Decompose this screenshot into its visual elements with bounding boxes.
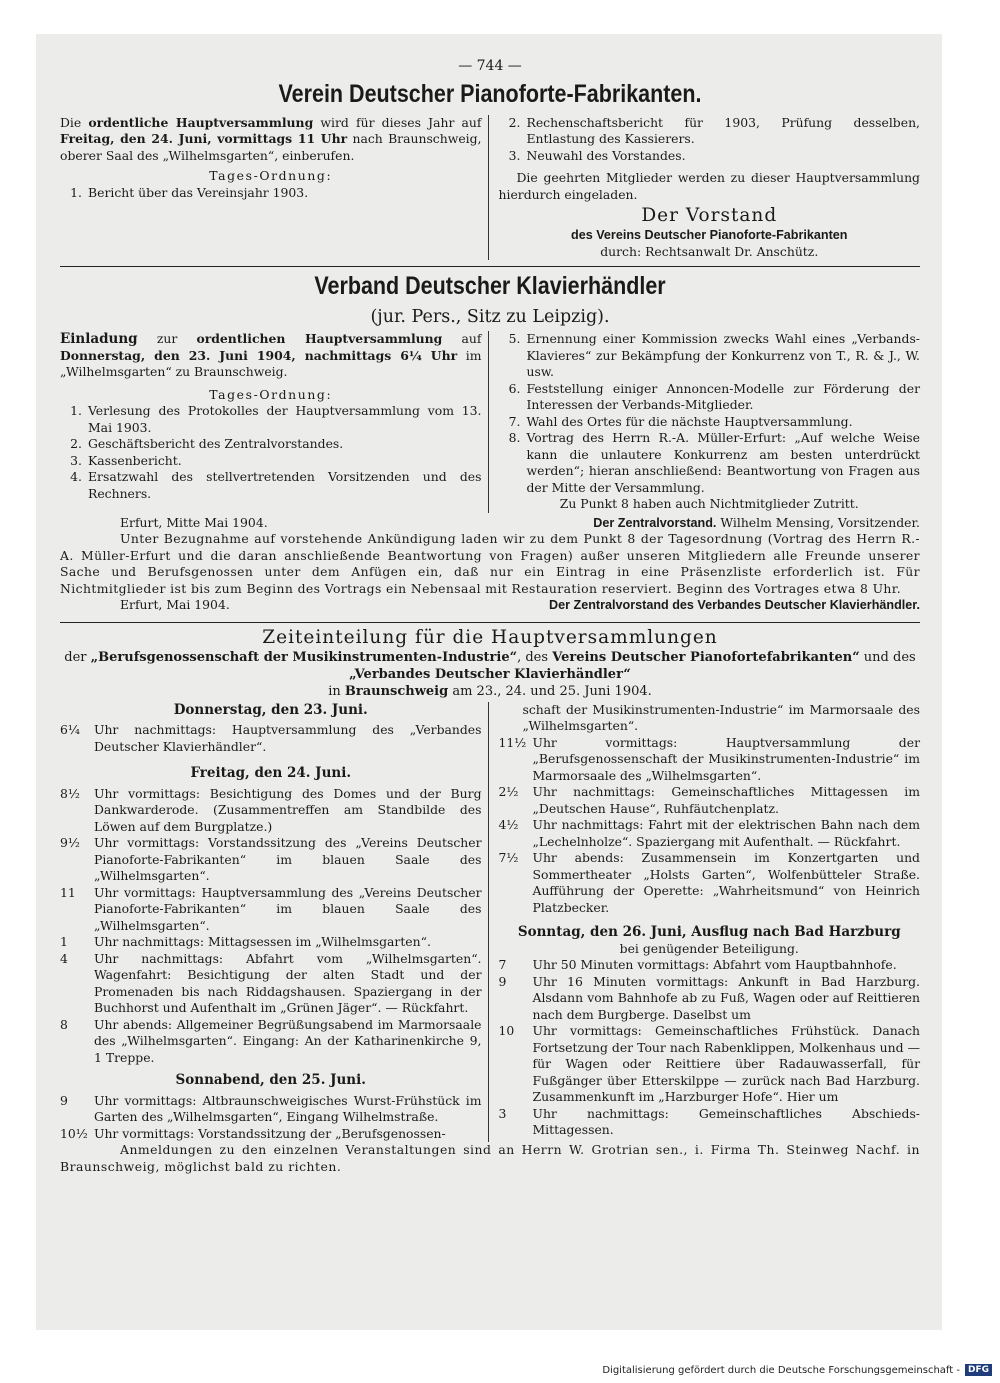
schedule-entry [499, 850, 921, 916]
schedule-entry [60, 786, 482, 836]
invitation-text: zur [137, 331, 197, 346]
schedule-text: Uhr nachmittags: Mittagsessen im „Wilhelmsgarten“. [94, 934, 431, 949]
agenda-item [60, 185, 482, 202]
agenda-item [499, 115, 921, 148]
schedule-text: Uhr 50 Minuten vormittags: Abfahrt vom Hauptbahnhofe. [532, 957, 897, 972]
subtitle-bold: Vereins Deutscher Pianofortefabrikanten“ [552, 649, 860, 665]
agenda-item [499, 148, 921, 165]
schedule-entry [60, 934, 482, 951]
schedule-time: 2½ [498, 784, 519, 799]
schedule-entry [499, 817, 921, 850]
schedule-time: 11½ [498, 734, 527, 750]
schedule-text: Uhr 16 Minuten vormittags: Ankunft in Bad Harzburg. Alsdann vom Bahnhofe ab zu Fuß, Wagen oder auf Reittieren nach dem Burgberge. Daselbst um [532, 973, 920, 1022]
announcement-text: wird für dieses Jahr auf [313, 114, 482, 130]
schedule-time: 7 [498, 957, 507, 972]
section1-signature-vorstand: Der Vorstand [641, 205, 778, 226]
schedule-continuation: schaft der Musikinstrumenten-Industrie“ im Marmorsaale des „Wilhelmsgarten“. [522, 701, 920, 733]
schedule-time: 7½ [498, 850, 519, 865]
agenda-item-number: 3. [508, 147, 521, 163]
schedule-time: 9 [498, 973, 507, 989]
section2-invitation [60, 331, 482, 381]
invitation-text: auf [442, 331, 482, 346]
agenda-item-text: Ersatzwahl des stellvertretenden Vorsitzenden und des Rechners. [88, 469, 482, 501]
agenda-item-number: 5. [508, 331, 521, 346]
day-block [60, 765, 482, 1066]
schedule-entry [60, 885, 482, 935]
subtitle-text: und des [859, 649, 916, 665]
footer-credit [602, 1364, 992, 1376]
agenda-item-number: 2. [508, 114, 521, 130]
agenda-item-number: 4. [70, 469, 82, 484]
schedule-text: Uhr vormittags: Hauptversammlung des „Vereins Deutscher Pianoforte-Fabrikanten“ im blauen Saale des „Wilhelmsgarten“. [94, 884, 482, 933]
schedule-time: 9½ [60, 835, 80, 850]
agenda-item [60, 469, 482, 502]
schedule-text: Uhr vormittags: Altbraunschweigisches Wurst-Frühstück im Garten des „Wilhelmsgarten“, Eingang Wilhelmstraße. [94, 1092, 482, 1124]
day-heading: Donnerstag, den 23. Juni. [173, 701, 368, 718]
section3-left-column [60, 702, 489, 1143]
agenda-item-text: Bericht über das Vereinsjahr 1903. [88, 184, 309, 200]
schedule-text: Uhr abends: Allgemeiner Begrüßungsabend im Marmorsaale des „Wilhelmsgarten“. Eingang: An der Katharinenkirche 9, 1 Treppe. [94, 1016, 482, 1065]
section2-date: Erfurt, Mitte Mai 1904. [120, 514, 268, 530]
agenda-item-text: Rechenschaftsbericht für 1903, Prüfung desselben, Entlastung des Kassierers. [526, 114, 920, 146]
subtitle-text: der [64, 649, 91, 665]
agenda-item-text: Wahl des Ortes für die nächste Hauptversammlung. [526, 413, 853, 429]
section2-paragraph: Unter Bezugnahme auf vorstehende Ankündigung laden wir zu dem Punkt 8 der Tagesordnung (Vortrag des Herrn R.-A. Müller-Erfurt und die daran anschließende Beantwortung von Fragen) außer unseren Mitgliedern alle Freunde unserer Sache und Berufsgenossen unter dem Anfügen ein, daß nur ein Eintrag in eine Präsenzliste erforderlich ist. Für Nichtmitglieder ist bis zum Beginn des Vortrags ein Nebensaal mit Restauration reserviert. Beginn des Vortrages etwa 8 Uhr. [60, 531, 920, 596]
section2-title: Verband Deutscher Klavierhändler [314, 272, 666, 300]
schedule-text: Uhr abends: Zusammensein im Konzertgarten und Sommertheater „Holsts Garten“, Wolfenbütteler Straße. Aufführung der Operette: „Wahrheitsmund“ von Heinrich Platzbecker. [532, 850, 920, 915]
announcement-bold: Freitag, den 24. Juni, vormittags 11 Uhr [60, 131, 348, 146]
agenda-item [499, 381, 921, 414]
dfg-logo-icon: DFG [965, 1364, 992, 1376]
section3-subtitle [60, 649, 920, 683]
section1-signature-lawyer: durch: Rechtsanwalt Dr. Anschütz. [600, 243, 819, 259]
schedule-time: 10½ [60, 1125, 88, 1141]
schedule-time: 11 [60, 884, 76, 900]
day-heading: Sonntag, den 26. Juni, Ausflug nach Bad Harzburg [517, 924, 901, 940]
agenda-item-text: Geschäftsbericht des Zentralvorstandes. [88, 436, 344, 451]
section2-left-column [60, 331, 489, 513]
schedule-entry [60, 1017, 482, 1067]
agenda-item-text: Verlesung des Protokolles der Hauptversammlung vom 13. Mai 1903. [88, 403, 482, 435]
schedule-time: 4½ [498, 817, 519, 832]
agenda-item-number: 8. [508, 430, 521, 445]
section2-signature-full: Der Zentralvorstand des Verbandes Deutscher Klavierhändler. [549, 598, 920, 612]
day-heading: Freitag, den 24. Juni. [190, 765, 352, 781]
schedule-text: Uhr nachmittags: Hauptversammlung des „Verbandes Deutscher Klavierhändler“. [94, 722, 482, 754]
agenda-item-number: 1. [70, 184, 82, 200]
section1-invitation: Die geehrten Mitglieder werden zu dieser Hauptversammlung hierdurch eingeladen. [498, 170, 920, 202]
day-subheading: bei genügender Beteiligung. [619, 940, 799, 956]
schedule-entry [60, 1093, 482, 1126]
agenda-item-text: Kassenbericht. [88, 452, 182, 468]
schedule-time: 8½ [60, 785, 80, 801]
agenda-item [60, 436, 482, 453]
invitation-bold: Donnerstag, den 23. Juni 1904, nachmittags 6¼ Uhr [60, 347, 458, 363]
schedule-text: Uhr vormittags: Vorstandssitzung der „Berufsgenossen- [94, 1125, 446, 1141]
section2-signature-name: Wilhelm Mensing, Vorsitzender. [716, 514, 920, 530]
schedule-entry [60, 951, 482, 1017]
section2-agenda-heading: Tages-Ordnung: [209, 386, 333, 402]
schedule-text: Uhr nachmittags: Gemeinschaftliches Mittagessen im „Deutschen Hause“, Ruhfäutchenplatz. [532, 784, 920, 816]
schedule-entry [499, 1106, 921, 1139]
agenda-item-text: Ernennung einer Kommission zwecks Wahl eines „Verbands-Klavieres“ zur Bekämpfung der Konkurrenz von T., R. & J., W. usw. [526, 331, 920, 379]
agenda-item-number: 3. [70, 452, 82, 468]
section2-right-note: Zu Punkt 8 haben auch Nichtmitglieder Zutritt. [559, 496, 859, 511]
schedule-entry [499, 1023, 921, 1106]
agenda-item-number: 6. [508, 380, 521, 396]
section3-location [60, 683, 920, 700]
agenda-item [499, 414, 921, 431]
schedule-text: Uhr nachmittags: Abfahrt vom „Wilhelmsgarten“. Wagenfahrt: Besichtigung der alten Stadt und der Promenaden bis nach Riddagshausen. Spaziergang in der Buchhorst und Aufenthalt im „Grünen Jäger“. — Rückfahrt. [94, 950, 482, 1015]
agenda-item-text: Feststellung einiger Annoncen-Modelle zur Förderung der Interessen der Verbands-Mitglieder. [526, 380, 920, 412]
day-heading: Sonnabend, den 25. Juni. [175, 1072, 366, 1088]
schedule-text: Uhr vormittags: Gemeinschaftliches Frühstück. Danach Fortsetzung der Tour nach Rabenklippen, Molkenhaus und — für Wagen oder Reittiere über Radauwasserfall, für Fußgänger über Etterskilppe — zurück nach Bad Harzburg. Zusammenkunft im „Harzburger Hofe“. Hier um [532, 1023, 920, 1104]
schedule-time: 1 [60, 934, 68, 949]
agenda-item-number: 7. [508, 413, 521, 429]
schedule-text: Uhr vormittags: Vorstandssitzung des „Vereins Deutscher Pianoforte-Fabrikanten“ im blauen Saale des „Wilhelmsgarten“. [94, 835, 482, 883]
schedule-time: 10 [498, 1023, 515, 1038]
section2-subtitle: (jur. Pers., Sitz zu Leipzig). [370, 307, 610, 327]
agenda-item-text: Vortrag des Herrn R.-A. Müller-Erfurt: „Auf welche Weise kann die unlautere Konkurrenz am besten unterdrückt werden“; hieran anschließend: Beantwortung von Fragen aus der Mitte der Versammlung. [526, 430, 920, 495]
section1-announcement [60, 115, 482, 165]
schedule-text: Uhr vormittags: Besichtigung des Domes und der Burg Dankwarderode. (Zusammentreffen am Standbilde des Löwen auf dem Burgplatze.) [94, 785, 482, 834]
section-divider [60, 622, 920, 623]
schedule-entry [499, 784, 921, 817]
schedule-entry [499, 957, 921, 974]
agenda-item-number: 1. [70, 403, 82, 418]
section2-signature-line [60, 515, 920, 532]
schedule-entry [60, 722, 482, 755]
section2-final-signature [60, 597, 920, 614]
schedule-entry [499, 974, 921, 1024]
announcement-text: Die [60, 114, 89, 130]
section3-title: Zeiteinteilung für die Hauptversammlungen [262, 626, 718, 648]
schedule-entry [60, 835, 482, 885]
section1-signature-org: des Vereins Deutscher Pianoforte-Fabrikanten [571, 228, 848, 242]
schedule-text: Uhr nachmittags: Gemeinschaftliches Abschieds-Mittagessen. [532, 1105, 920, 1137]
section3-right-column [489, 702, 921, 1143]
invitation-text: im „Wilhelmsgarten“ zu Braunschweig. [60, 347, 482, 379]
subtitle-bold: „Verbandes Deutscher Klavierhändler“ [349, 666, 631, 682]
agenda-item-number: 2. [70, 436, 82, 451]
schedule-time: 9 [60, 1092, 68, 1108]
announcement-bold: ordentliche Hauptversammlung [88, 114, 314, 130]
footer-text: Digitalisierung gefördert durch die Deutsche Forschungsgemeinschaft - [602, 1364, 960, 1376]
schedule-time: 4 [60, 950, 68, 966]
section3-closing: Anmeldungen zu den einzelnen Veranstaltungen sind an Herrn W. Grotrian sen., i. Firma Th. Steinweg Nachf. in Braunschweig, möglichst bald zu richten. [60, 1142, 920, 1174]
schedule-text: Uhr nachmittags: Fahrt mit der elektrischen Bahn nach dem „Lechelnholze“. Spaziergang mit Aufenthalt. — Rückfahrt. [532, 817, 920, 849]
location-text: in [328, 683, 345, 699]
section2-right-column [489, 331, 921, 513]
section2-date-2: Erfurt, Mai 1904. [120, 597, 230, 612]
schedule-entry [60, 1126, 482, 1143]
section1-left-column [60, 115, 489, 261]
location-bold: Braunschweig [344, 683, 449, 699]
invitation-bold: ordentlichen Hauptversammlung [196, 331, 443, 346]
location-text: am 23., 24. und 25. Juni 1904. [448, 683, 652, 699]
section-divider [60, 266, 920, 267]
day-block [60, 702, 482, 756]
invitation-bold: Einladung [60, 331, 138, 347]
agenda-item [60, 453, 482, 470]
schedule-text: Uhr vormittags: Hauptversammlung der „Berufsgenossenschaft der Musikinstrumenten-Industrie“ im Marmorsaale des „Wilhelmsgarten“. [532, 734, 920, 783]
subtitle-bold: „Berufsgenossenschaft der Musikinstrumenten-Industrie“ [90, 649, 518, 665]
section1-right-column [489, 115, 921, 261]
agenda-item-text: Neuwahl des Vorstandes. [526, 147, 686, 163]
page-content [60, 40, 920, 1175]
schedule-time: 8 [60, 1016, 68, 1032]
section1-title: Verein Deutscher Pianoforte-Fabrikanten. [278, 79, 702, 108]
section1-agenda-heading: Tages-Ordnung: [209, 168, 333, 183]
agenda-item [60, 403, 482, 436]
section-zeiteinteilung [60, 627, 920, 1176]
section-verein-pianoforte [60, 79, 920, 261]
section-verband-klavierhaendler [60, 271, 920, 614]
agenda-item [499, 430, 921, 496]
subtitle-text: , des [517, 649, 553, 665]
schedule-time: 6¼ [60, 722, 80, 737]
schedule-time: 3 [498, 1105, 507, 1121]
agenda-item [499, 331, 921, 381]
schedule-entry [499, 735, 921, 785]
announcement-text: nach Braunschweig, oberer Saal des „Wilhelmsgarten“, einberufen. [60, 131, 482, 163]
day-block [60, 1072, 482, 1142]
section2-signature-bold: Der Zentralvorstand. [593, 515, 717, 530]
page-number: — 744 — [458, 58, 522, 74]
